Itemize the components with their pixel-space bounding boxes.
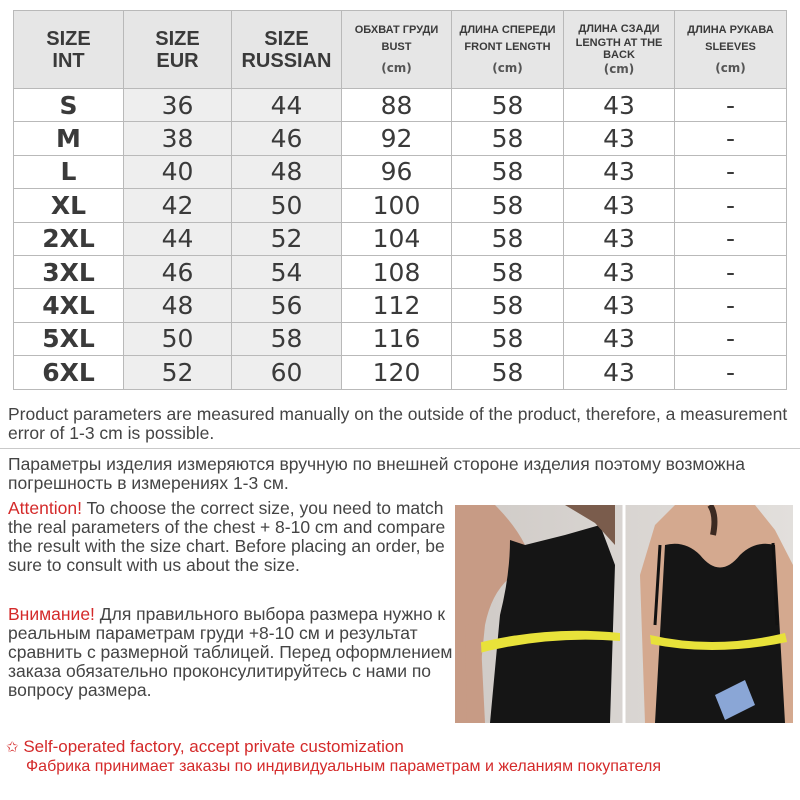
star-icon: ✩ <box>6 739 19 756</box>
header-text: ДЛИНА СПЕРЕДИ <box>459 24 556 37</box>
header-back-length <box>564 11 675 89</box>
attention-ru <box>8 605 453 700</box>
cell-sleeves: - <box>675 255 787 288</box>
cell-front-length: 58 <box>452 155 564 188</box>
cell-bust: 108 <box>342 255 452 288</box>
cell-size-russian: 52 <box>232 222 342 255</box>
header-text: ДЛИНА СЗАДИ <box>578 23 660 36</box>
cell-front-length: 58 <box>452 222 564 255</box>
header-text: ДЛИНА РУКАВА <box>687 24 774 37</box>
header-text: ОБХВАТ ГРУДИ <box>354 24 439 37</box>
measurement-note-en: Product parameters are measured manually on the outside of the product, therefore, a measurement error of 1-3 cm is possible. <box>8 404 788 443</box>
size-table <box>13 10 787 390</box>
cell-bust: 96 <box>342 155 452 188</box>
size-table-header <box>14 11 787 89</box>
cell-sleeves: - <box>675 89 787 122</box>
cell-back-length: 43 <box>564 222 675 255</box>
cell-bust: 116 <box>342 322 452 355</box>
cell-sleeves: - <box>675 189 787 222</box>
cell-size-russian: 56 <box>232 289 342 322</box>
cell-size-eur: 42 <box>124 189 232 222</box>
cell-size-int: 6XL <box>14 356 124 389</box>
cell-sleeves: - <box>675 289 787 322</box>
cell-bust: 104 <box>342 222 452 255</box>
cell-sleeves: - <box>675 356 787 389</box>
header-text: RUSSIAN <box>241 49 332 72</box>
header-unit: (cm) <box>603 62 635 77</box>
table-row <box>14 289 787 322</box>
header-unit: (cm) <box>381 61 412 76</box>
factory-text-en: Self-operated factory, accept private customization <box>23 737 404 756</box>
cell-size-russian: 60 <box>232 356 342 389</box>
header-sleeves <box>675 11 787 89</box>
cell-back-length: 43 <box>564 289 675 322</box>
cell-size-int: L <box>14 155 124 188</box>
cell-size-eur: 40 <box>124 155 232 188</box>
cell-front-length: 58 <box>452 356 564 389</box>
cell-bust: 88 <box>342 89 452 122</box>
attention-label-en: Attention! <box>8 498 82 518</box>
measuring-photo-icon <box>455 505 793 723</box>
cell-size-eur: 52 <box>124 356 232 389</box>
attention-text-en: To choose the correct size, you need to match the real parameters of the chest + 8-10 cm and compare the result with the size chart. Before placing an order, be sure to consult with us about the size. <box>8 498 446 575</box>
divider <box>0 448 800 449</box>
cell-back-length: 43 <box>564 189 675 222</box>
header-text: SLEEVES <box>705 41 756 54</box>
table-row <box>14 255 787 288</box>
cell-size-eur: 46 <box>124 255 232 288</box>
measurement-note-ru: Параметры изделия измеряются вручную по внешней стороне изделия поэтому возможна погрешность в измерениях 1-3 см. <box>8 454 746 493</box>
cell-back-length: 43 <box>564 356 675 389</box>
attention-en <box>8 499 448 575</box>
cell-size-russian: 44 <box>232 89 342 122</box>
cell-bust: 100 <box>342 189 452 222</box>
cell-sleeves: - <box>675 122 787 155</box>
header-size-russian <box>232 11 342 89</box>
cell-sleeves: - <box>675 322 787 355</box>
cell-size-russian: 50 <box>232 189 342 222</box>
cell-back-length: 43 <box>564 122 675 155</box>
header-text: EUR <box>156 49 199 72</box>
cell-back-length: 43 <box>564 322 675 355</box>
header-text: SIZE <box>46 27 91 50</box>
measuring-photo <box>455 505 793 723</box>
cell-size-int: 5XL <box>14 322 124 355</box>
cell-sleeves: - <box>675 155 787 188</box>
header-size-int <box>14 11 124 89</box>
attention-label-ru: Внимание! <box>8 604 95 624</box>
header-text: SIZE <box>155 27 200 50</box>
table-row <box>14 189 787 222</box>
cell-front-length: 58 <box>452 122 564 155</box>
cell-size-eur: 48 <box>124 289 232 322</box>
cell-size-int: S <box>14 89 124 122</box>
cell-front-length: 58 <box>452 322 564 355</box>
cell-size-int: 2XL <box>14 222 124 255</box>
cell-back-length: 43 <box>564 155 675 188</box>
cell-size-int: 3XL <box>14 255 124 288</box>
cell-size-int: XL <box>14 189 124 222</box>
header-text: FRONT LENGTH <box>464 41 551 54</box>
table-row <box>14 222 787 255</box>
cell-size-int: 4XL <box>14 289 124 322</box>
header-text: SIZE <box>264 27 309 50</box>
cell-front-length: 58 <box>452 189 564 222</box>
cell-size-eur: 38 <box>124 122 232 155</box>
cell-size-eur: 36 <box>124 89 232 122</box>
size-table-body <box>14 89 787 390</box>
cell-sleeves: - <box>675 222 787 255</box>
table-row <box>14 322 787 355</box>
header-text: INT <box>52 49 85 72</box>
factory-note-en <box>6 737 404 758</box>
table-row <box>14 356 787 389</box>
table-row <box>14 122 787 155</box>
cell-size-eur: 44 <box>124 222 232 255</box>
attention-text-ru: Для правильного выбора размера нужно к реальным параметрам груди +8-10 см и результат сравнить с размерной таблицей. Перед оформлением заказа обязательно проконсулитируйтесь с нами по вопросу размера. <box>8 604 453 700</box>
cell-bust: 120 <box>342 356 452 389</box>
cell-bust: 92 <box>342 122 452 155</box>
cell-size-russian: 48 <box>232 155 342 188</box>
header-text: LENGTH AT THE BACK <box>575 37 663 61</box>
cell-size-int: M <box>14 122 124 155</box>
factory-note-ru: Фабрика принимает заказы по индивидуальным параметрам и желаниям покупателя <box>26 758 661 775</box>
cell-size-eur: 50 <box>124 322 232 355</box>
header-bust <box>342 11 452 89</box>
cell-front-length: 58 <box>452 289 564 322</box>
cell-size-russian: 46 <box>232 122 342 155</box>
cell-back-length: 43 <box>564 89 675 122</box>
cell-bust: 112 <box>342 289 452 322</box>
header-unit: (cm) <box>492 61 523 76</box>
header-size-eur <box>124 11 232 89</box>
header-unit: (cm) <box>715 61 746 76</box>
header-front-length <box>452 11 564 89</box>
cell-front-length: 58 <box>452 255 564 288</box>
table-row <box>14 89 787 122</box>
cell-size-russian: 54 <box>232 255 342 288</box>
cell-front-length: 58 <box>452 89 564 122</box>
table-row <box>14 155 787 188</box>
cell-back-length: 43 <box>564 255 675 288</box>
cell-size-russian: 58 <box>232 322 342 355</box>
header-text: BUST <box>381 41 412 54</box>
